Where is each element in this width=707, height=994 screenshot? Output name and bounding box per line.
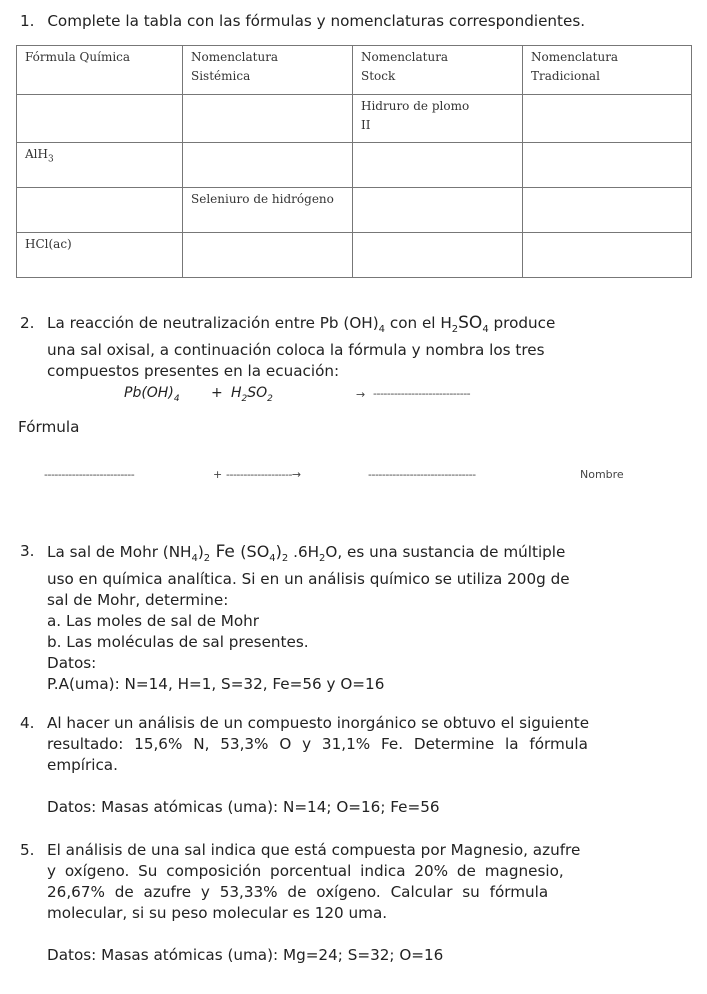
q2-equation-blank[interactable]: ---------------------------- — [373, 387, 471, 400]
cell-formula[interactable]: HCl(ac) — [17, 233, 183, 278]
q3-line1: La sal de Mohr $(NH_4)_2$ Fe $(SO_4)_2$ $.6H_2O$, es una sustancia de múltiple — [47, 542, 566, 565]
cell-sistemica[interactable] — [183, 95, 353, 143]
q2-line1: La reacción de neutralización entre Pb $(OH)_4$ con el $H_2SO_4$ produce — [47, 313, 556, 336]
q2-equation-reactant1: $Pb(OH)_4$ — [124, 385, 180, 404]
cell-stock[interactable] — [353, 143, 523, 188]
table-row — [17, 95, 692, 143]
q3-line3: sal de Mohr, determine: — [47, 591, 229, 610]
q3-line2: uso en química analítica. Si en un análisis químico se utiliza 200g de — [47, 570, 570, 589]
header-tradicional: Nomenclatura Tradicional — [523, 46, 692, 95]
q3-number: 3. — [20, 542, 35, 560]
q2-name-blank-2[interactable]: -------------------→ — [226, 468, 301, 481]
header-formula: Fórmula Química — [17, 46, 183, 95]
q4-line2: resultado: 15,6% N, 53,3% O y 31,1% Fe. Determine la fórmula — [47, 735, 588, 753]
q2-equation-plus: + — [211, 385, 223, 401]
cell-tradicional[interactable] — [523, 95, 692, 143]
cell-tradicional[interactable] — [523, 188, 692, 233]
cell-sistemica[interactable] — [183, 233, 353, 278]
header-stock: Nomenclatura Stock — [353, 46, 523, 95]
cell-sistemica[interactable]: Seleniuro de hidrógeno — [183, 188, 353, 233]
q2-equation-reactant2: $H_2SO_2$ — [231, 385, 273, 404]
table-header-row — [17, 46, 692, 95]
q1-number: 1. — [20, 12, 35, 30]
q4-line3: empírica. — [47, 756, 118, 774]
q2-name-blank-1[interactable]: -------------------------- — [44, 468, 135, 481]
cell-tradicional[interactable] — [523, 233, 692, 278]
q2-text — [47, 313, 637, 382]
q4-number: 4. — [20, 714, 35, 732]
q3-datos: Datos: — [47, 654, 97, 673]
cell-tradicional[interactable] — [523, 143, 692, 188]
q4-text — [47, 713, 639, 776]
q3-atomic-weights: P.A(uma): N=14, H=1, S=32, Fe=56 y O=16 — [47, 675, 385, 694]
q3-text — [47, 541, 642, 695]
q5-datos: Datos: Masas atómicas (uma): Mg=24; S=32; O=16 — [47, 946, 444, 964]
q2-number: 2. — [20, 314, 35, 332]
cell-formula[interactable]: AlH$_3$ — [17, 143, 183, 188]
q5-text — [47, 840, 639, 924]
cell-formula[interactable] — [17, 188, 183, 233]
q2-name-plus: + — [213, 468, 223, 481]
q2-line2: una sal oxisal, a continuación coloca la fórmula y nombra los tres — [47, 341, 545, 360]
header-sistemica: Nomenclatura Sistémica — [183, 46, 353, 95]
q5-number: 5. — [20, 841, 35, 859]
q5-line3: 26,67% de azufre y 53,33% de oxígeno. Calcular su fórmula — [47, 883, 549, 901]
q1-text: Complete la tabla con las fórmulas y nomenclaturas correspondientes. — [47, 12, 586, 30]
cell-stock[interactable] — [353, 233, 523, 278]
nomenclature-table — [16, 45, 692, 278]
q2-name-blank-3[interactable]: ------------------------------- — [368, 468, 476, 481]
q5-line2: y oxígeno. Su composición porcentual indica 20% de magnesio, — [47, 862, 564, 880]
table-row — [17, 188, 692, 233]
q1 — [20, 11, 585, 32]
cell-formula[interactable] — [17, 95, 183, 143]
q4-datos: Datos: Masas atómicas (uma): N=14; O=16; Fe=56 — [47, 798, 440, 816]
cell-stock[interactable] — [353, 188, 523, 233]
q4-line1: Al hacer un análisis de un compuesto inorgánico se obtuvo el siguiente — [47, 714, 590, 732]
cell-sistemica[interactable] — [183, 143, 353, 188]
table-row — [17, 233, 692, 278]
q2-nombre-label: Nombre — [580, 468, 624, 481]
q3-item-a: a. Las moles de sal de Mohr — [47, 612, 260, 631]
cell-stock[interactable]: Hidruro de plomo II — [353, 95, 523, 143]
q2-formula-label: Fórmula — [18, 418, 80, 436]
q3-item-b: b. Las moléculas de sal presentes. — [47, 633, 309, 652]
table-row — [17, 143, 692, 188]
q2-line3: compuestos presentes en la ecuación: — [47, 362, 340, 381]
q2-equation-arrow: → — [356, 388, 366, 401]
q5-line1: El análisis de una sal indica que está compuesta por Magnesio, azufre — [47, 841, 581, 859]
q5-line4: molecular, si su peso molecular es 120 uma. — [47, 904, 388, 922]
